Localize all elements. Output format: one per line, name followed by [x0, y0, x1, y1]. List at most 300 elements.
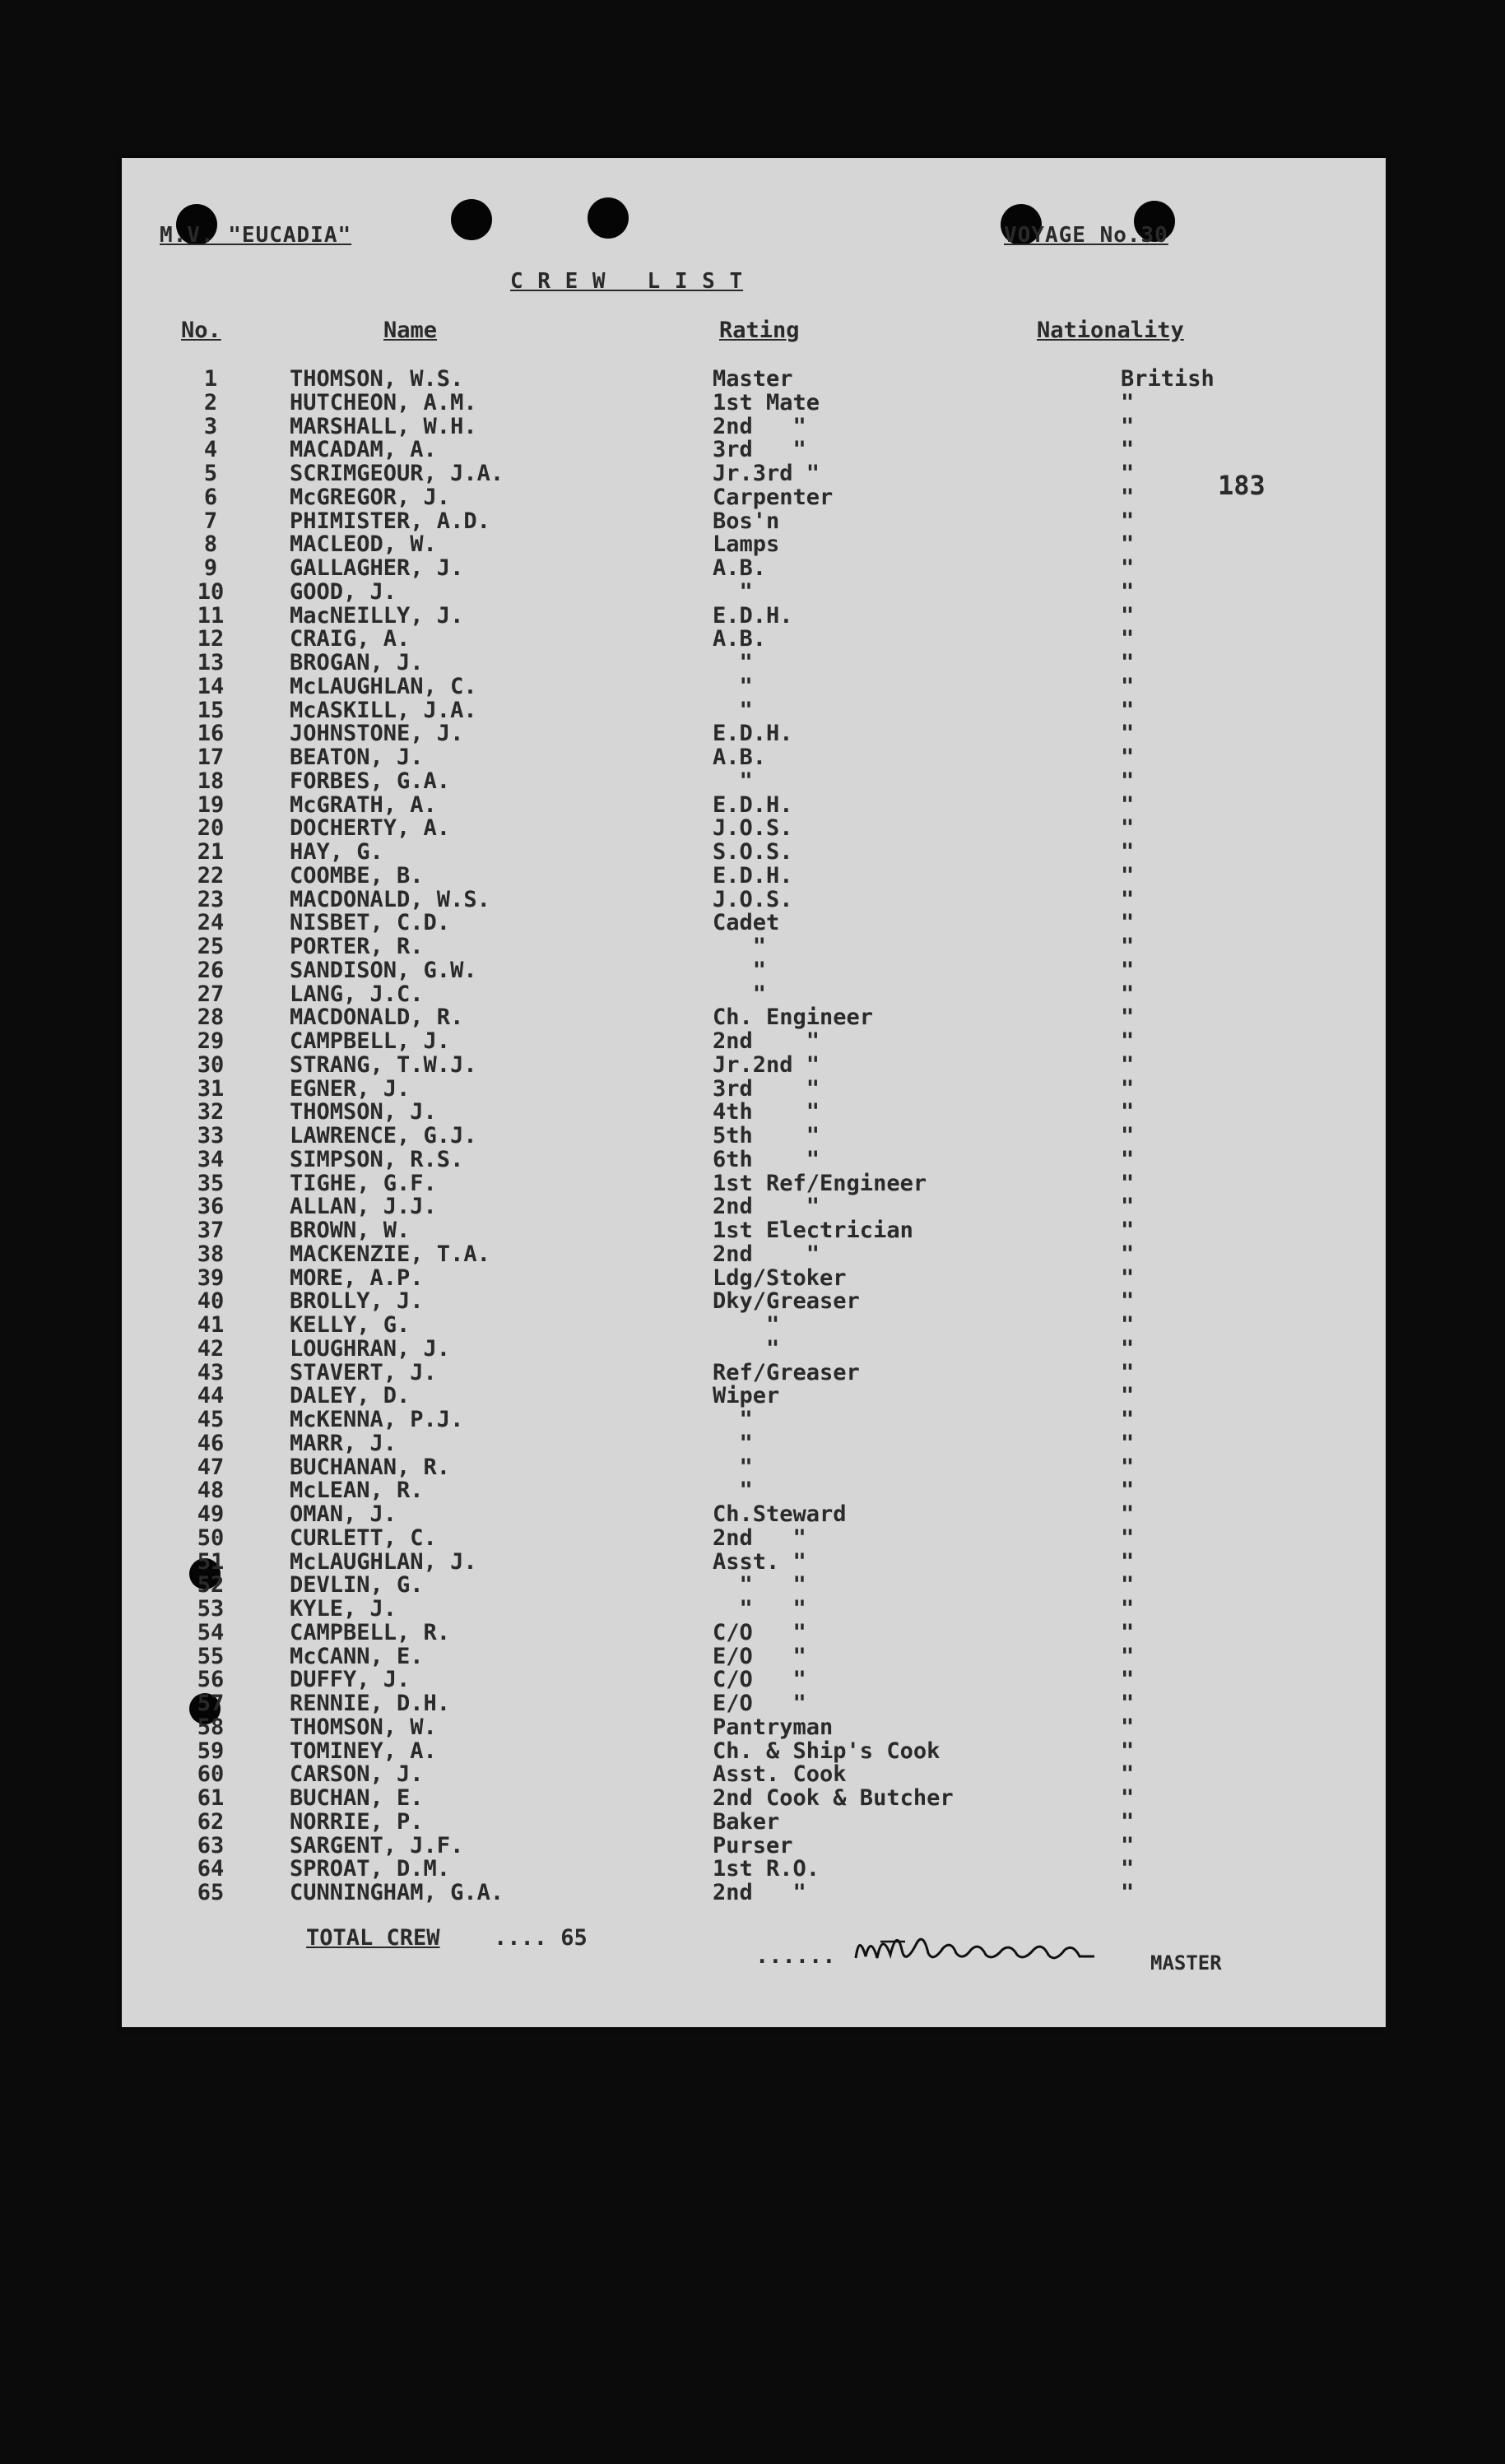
crew-rating: Cadet — [713, 910, 780, 936]
crew-row — [122, 415, 1386, 439]
crew-row — [122, 1408, 1386, 1432]
crew-number: 2 — [203, 389, 218, 415]
crew-name: SIMPSON, R.S. — [290, 1146, 464, 1172]
column-header-name: Name — [383, 318, 438, 343]
crew-nationality: " — [1121, 1005, 1135, 1031]
crew-row — [122, 1006, 1386, 1030]
crew-row — [122, 368, 1386, 392]
crew-number: 16 — [197, 721, 225, 747]
crew-row — [122, 1548, 1386, 1575]
crew-rating: E/O " — [713, 1643, 806, 1669]
crew-rating: E/O " — [713, 1691, 806, 1716]
crew-rating: 4th " — [713, 1099, 820, 1125]
crew-nationality: " — [1121, 1832, 1135, 1858]
crew-name: MARSHALL, W.H. — [290, 413, 477, 439]
crew-number: 6 — [203, 484, 218, 510]
crew-number: 9 — [203, 555, 218, 581]
crew-rating: E.D.H. — [713, 862, 793, 889]
crew-rating: S.O.S. — [713, 839, 793, 865]
crew-nationality: " — [1121, 1241, 1135, 1267]
crew-number: 60 — [197, 1761, 225, 1788]
crew-rating: " — [713, 957, 767, 983]
crew-rating: 2nd " — [713, 1028, 820, 1054]
crew-name: ALLAN, J.J. — [290, 1194, 437, 1220]
crew-number: 13 — [197, 650, 225, 675]
crew-rating: " — [713, 981, 767, 1007]
crew-number: 32 — [197, 1099, 225, 1125]
crew-number: 22 — [197, 862, 225, 889]
crew-rating: Dky/Greaser — [713, 1288, 860, 1315]
crew-nationality: " — [1121, 1478, 1135, 1504]
crew-rating: Ldg/Stoker — [713, 1264, 847, 1291]
crew-name: PHIMISTER, A.D. — [290, 508, 490, 534]
crew-number: 63 — [197, 1832, 225, 1858]
crew-row — [122, 1385, 1386, 1408]
crew-row — [122, 791, 1386, 818]
crew-name: McCANN, E. — [290, 1643, 424, 1669]
crew-row — [122, 1645, 1386, 1669]
crew-rating: " — [713, 578, 753, 605]
crew-rating: C/O " — [713, 1619, 806, 1645]
crew-nationality: " — [1121, 1288, 1135, 1315]
column-header-rating: Rating — [719, 318, 800, 343]
crew-number: 50 — [197, 1524, 225, 1551]
crew-number: 12 — [197, 626, 225, 652]
crew-nationality: " — [1121, 461, 1135, 486]
crew-nationality: " — [1121, 602, 1135, 629]
crew-rating: Ref/Greaser — [713, 1359, 860, 1385]
crew-name: GALLAGHER, J. — [290, 555, 464, 581]
crew-nationality: " — [1121, 1383, 1135, 1409]
crew-number: 23 — [197, 886, 225, 912]
crew-row — [122, 675, 1386, 699]
crew-rating: E.D.H. — [713, 721, 793, 747]
crew-row — [122, 602, 1386, 629]
crew-row — [122, 1619, 1386, 1645]
crew-row — [122, 1051, 1386, 1078]
crew-nationality: " — [1121, 768, 1135, 794]
crew-name: MACLEOD, W. — [290, 531, 437, 558]
crew-nationality: " — [1121, 626, 1135, 652]
crew-number: 17 — [197, 745, 225, 770]
crew-number: 14 — [197, 673, 225, 699]
crew-rating: Purser — [713, 1832, 793, 1858]
crew-number: 25 — [197, 934, 225, 959]
crew-number: 53 — [197, 1596, 225, 1622]
crew-nationality: " — [1121, 957, 1135, 983]
crew-rating: 2nd " — [713, 413, 806, 439]
crew-number: 34 — [197, 1146, 225, 1172]
crew-number: 61 — [197, 1785, 225, 1811]
crew-row — [122, 1195, 1386, 1219]
crew-name: THOMSON, W. — [290, 1714, 437, 1740]
crew-row — [122, 1290, 1386, 1314]
crew-rating: 3rd " — [713, 1075, 820, 1102]
crew-number: 44 — [197, 1383, 225, 1409]
crew-number: 11 — [197, 602, 225, 629]
crew-number: 3 — [203, 413, 218, 439]
crew-number: 20 — [197, 815, 225, 842]
crew-number: 36 — [197, 1194, 225, 1220]
crew-number: 54 — [197, 1619, 225, 1645]
crew-nationality: " — [1121, 1028, 1135, 1054]
crew-nationality: " — [1121, 1880, 1135, 1905]
crew-nationality: " — [1121, 1170, 1135, 1196]
crew-rating: Bos'n — [713, 508, 780, 534]
crew-row — [122, 886, 1386, 912]
crew-number: 28 — [197, 1005, 225, 1031]
crew-name: TIGHE, G.F. — [290, 1170, 437, 1196]
crew-number: 4 — [203, 437, 218, 463]
punch-hole — [451, 199, 492, 240]
crew-rating: Asst. Cook — [713, 1761, 847, 1788]
crew-nationality: " — [1121, 1691, 1135, 1716]
crew-nationality: " — [1121, 1146, 1135, 1172]
crew-nationality: " — [1121, 650, 1135, 675]
crew-nationality: " — [1121, 413, 1135, 439]
crew-name: SARGENT, J.F. — [290, 1832, 464, 1858]
crew-name: KELLY, G. — [290, 1312, 411, 1338]
crew-number: 33 — [197, 1123, 225, 1148]
crew-nationality: " — [1121, 1194, 1135, 1220]
crew-row — [122, 935, 1386, 959]
crew-rating: Wiper — [713, 1383, 780, 1409]
crew-row — [122, 983, 1386, 1007]
crew-row — [122, 1172, 1386, 1196]
crew-nationality: " — [1121, 839, 1135, 865]
crew-row — [122, 1598, 1386, 1622]
crew-number: 29 — [197, 1028, 225, 1054]
crew-name: STAVERT, J. — [290, 1359, 437, 1385]
crew-row — [122, 959, 1386, 983]
crew-row — [122, 1787, 1386, 1811]
voyage-number: VOYAGE No.30 — [1004, 223, 1168, 248]
crew-nationality: " — [1121, 1619, 1135, 1645]
crew-nationality: " — [1121, 1454, 1135, 1480]
crew-nationality: " — [1121, 1572, 1135, 1599]
crew-number: 56 — [197, 1667, 225, 1693]
crew-number: 10 — [197, 578, 225, 605]
crew-number: 59 — [197, 1738, 225, 1764]
crew-name: BUCHAN, E. — [290, 1785, 424, 1811]
crew-number: 64 — [197, 1856, 225, 1882]
crew-name: CAMPBELL, R. — [290, 1619, 451, 1645]
crew-rating: 2nd " — [713, 1524, 806, 1551]
crew-number: 57 — [197, 1691, 225, 1716]
crew-nationality: " — [1121, 1099, 1135, 1125]
crew-nationality: " — [1121, 1123, 1135, 1148]
crew-row — [122, 746, 1386, 770]
crew-name: McASKILL, J.A. — [290, 697, 477, 723]
crew-rating: " — [713, 650, 753, 675]
punch-hole — [588, 197, 629, 239]
crew-number: 7 — [203, 508, 218, 534]
crew-row — [122, 722, 1386, 746]
crew-number: 55 — [197, 1643, 225, 1669]
crew-rating: Asst. " — [713, 1548, 806, 1575]
crew-row — [122, 1219, 1386, 1243]
crew-number: 8 — [203, 531, 218, 558]
crew-name: TOMINEY, A. — [290, 1738, 437, 1764]
crew-nationality: " — [1121, 389, 1135, 415]
crew-row — [122, 1030, 1386, 1054]
crew-number: 37 — [197, 1218, 225, 1243]
crew-number: 40 — [197, 1288, 225, 1315]
crew-nationality: " — [1121, 745, 1135, 770]
crew-row — [122, 1359, 1386, 1385]
crew-row — [122, 770, 1386, 794]
crew-rating: 1st R.O. — [713, 1856, 820, 1882]
crew-name: KYLE, J. — [290, 1596, 397, 1622]
crew-rating: Ch. & Ship's Cook — [713, 1738, 941, 1764]
crew-number: 5 — [203, 461, 218, 486]
crew-name: DUFFY, J. — [290, 1667, 411, 1693]
crew-name: DEVLIN, G. — [290, 1572, 424, 1599]
crew-name: BEATON, J. — [290, 745, 424, 770]
crew-name: McLEAN, R. — [290, 1478, 424, 1504]
crew-name: HAY, G. — [290, 839, 383, 865]
crew-nationality: " — [1121, 1596, 1135, 1622]
crew-number: 26 — [197, 957, 225, 983]
crew-number: 15 — [197, 697, 225, 723]
crew-name: FORBES, G.A. — [290, 768, 451, 794]
crew-nationality: " — [1121, 981, 1135, 1007]
crew-name: RENNIE, D.H. — [290, 1691, 451, 1716]
crew-number: 62 — [197, 1808, 225, 1835]
crew-name: BROLLY, J. — [290, 1288, 424, 1315]
crew-row — [122, 1335, 1386, 1362]
crew-name: MACDONALD, W.S. — [290, 886, 490, 912]
crew-row — [122, 486, 1386, 510]
crew-number: 47 — [197, 1454, 225, 1480]
crew-number: 1 — [203, 366, 218, 392]
crew-nationality: " — [1121, 1714, 1135, 1740]
crew-nationality: " — [1121, 484, 1135, 510]
crew-name: BROWN, W. — [290, 1218, 411, 1243]
crew-row — [122, 1832, 1386, 1858]
crew-number: 24 — [197, 910, 225, 936]
crew-nationality: " — [1121, 1667, 1135, 1693]
crew-row — [122, 1858, 1386, 1882]
crew-rating: 2nd " — [713, 1880, 806, 1905]
crew-row — [122, 1314, 1386, 1338]
crew-number: 58 — [197, 1714, 225, 1740]
crew-rating: Master — [713, 366, 793, 392]
crew-rating: E.D.H. — [713, 791, 793, 818]
crew-rating: Baker — [713, 1808, 780, 1835]
crew-nationality: " — [1121, 673, 1135, 699]
crew-number: 39 — [197, 1264, 225, 1291]
crew-rating: 6th " — [713, 1146, 820, 1172]
crew-nationality: " — [1121, 1359, 1135, 1385]
crew-name: BUCHANAN, R. — [290, 1454, 451, 1480]
crew-name: LAWRENCE, G.J. — [290, 1123, 477, 1148]
crew-nationality: " — [1121, 578, 1135, 605]
crew-row — [122, 1692, 1386, 1716]
crew-number: 45 — [197, 1407, 225, 1432]
crew-row — [122, 628, 1386, 652]
crew-name: McGRATH, A. — [290, 791, 437, 818]
crew-name: DALEY, D. — [290, 1383, 411, 1409]
column-header-no: No. — [181, 318, 221, 343]
crew-nationality: " — [1121, 815, 1135, 842]
crew-rating: Carpenter — [713, 484, 834, 510]
crew-row — [122, 1264, 1386, 1291]
crew-row — [122, 1503, 1386, 1527]
crew-rating: " — [713, 1312, 780, 1338]
crew-rating: C/O " — [713, 1667, 806, 1693]
crew-name: COOMBE, B. — [290, 862, 424, 889]
crew-name: McGREGOR, J. — [290, 484, 451, 510]
vessel-name: M.V. "EUCADIA" — [160, 223, 352, 248]
crew-nationality: " — [1121, 862, 1135, 889]
crew-row — [122, 1243, 1386, 1267]
crew-row — [122, 912, 1386, 935]
crew-number: 43 — [197, 1359, 225, 1385]
document-page — [122, 158, 1386, 2027]
crew-name: CRAIG, A. — [290, 626, 411, 652]
crew-rating: A.B. — [713, 555, 767, 581]
crew-rating: " — [713, 768, 753, 794]
crew-name: MacNEILLY, J. — [290, 602, 464, 629]
crew-rating: 2nd Cook & Butcher — [713, 1785, 954, 1811]
crew-number: 48 — [197, 1478, 225, 1504]
crew-rating: " — [713, 1478, 753, 1504]
crew-rating: " — [713, 1407, 753, 1432]
crew-row — [122, 1524, 1386, 1551]
crew-row — [122, 1763, 1386, 1787]
crew-row — [122, 1101, 1386, 1125]
signature-dots: ...... — [755, 1943, 836, 1969]
crew-nationality: " — [1121, 1808, 1135, 1835]
crew-nationality: " — [1121, 791, 1135, 818]
crew-rating: " — [713, 1430, 753, 1456]
crew-name: PORTER, R. — [290, 934, 424, 959]
crew-nationality: " — [1121, 1548, 1135, 1575]
crew-rating: A.B. — [713, 626, 767, 652]
crew-number: 49 — [197, 1501, 225, 1527]
crew-rating: " — [713, 934, 767, 959]
crew-rating: Jr.2nd " — [713, 1051, 820, 1078]
crew-number: 65 — [197, 1880, 225, 1905]
master-label: MASTER — [1150, 1951, 1222, 1974]
crew-rating: " — [713, 1454, 753, 1480]
crew-row — [122, 1075, 1386, 1102]
crew-number: 52 — [197, 1572, 225, 1599]
crew-rating: 3rd " — [713, 437, 806, 463]
crew-number: 31 — [197, 1075, 225, 1102]
crew-row — [122, 462, 1386, 486]
crew-nationality: " — [1121, 1501, 1135, 1527]
crew-nationality: " — [1121, 1643, 1135, 1669]
crew-name: HUTCHEON, A.M. — [290, 389, 477, 415]
crew-number: 18 — [197, 768, 225, 794]
crew-number: 46 — [197, 1430, 225, 1456]
crew-nationality: " — [1121, 910, 1135, 936]
crew-row — [122, 1479, 1386, 1503]
crew-row — [122, 578, 1386, 605]
crew-nationality: " — [1121, 1075, 1135, 1102]
crew-nationality: " — [1121, 1524, 1135, 1551]
crew-nationality: " — [1121, 1407, 1135, 1432]
crew-rating: 1st Mate — [713, 389, 820, 415]
crew-row — [122, 1716, 1386, 1740]
crew-nationality: " — [1121, 1785, 1135, 1811]
crew-row — [122, 1125, 1386, 1148]
crew-nationality: " — [1121, 934, 1135, 959]
crew-name: McLAUGHLAN, J. — [290, 1548, 477, 1575]
crew-rating: " " — [713, 1596, 806, 1622]
crew-row — [122, 841, 1386, 865]
crew-nationality: " — [1121, 697, 1135, 723]
crew-nationality: " — [1121, 555, 1135, 581]
column-header-nationality: Nationality — [1037, 318, 1184, 343]
crew-name: NISBET, C.D. — [290, 910, 451, 936]
crew-rating: 5th " — [713, 1123, 820, 1148]
crew-row — [122, 557, 1386, 581]
crew-name: JOHNSTONE, J. — [290, 721, 464, 747]
crew-row — [122, 1456, 1386, 1480]
crew-number: 30 — [197, 1051, 225, 1078]
crew-nationality: " — [1121, 721, 1135, 747]
crew-name: BROGAN, J. — [290, 650, 424, 675]
crew-rating: " — [713, 1335, 780, 1362]
crew-name: MACDONALD, R. — [290, 1005, 464, 1031]
crew-name: DOCHERTY, A. — [290, 815, 451, 842]
crew-row — [122, 439, 1386, 462]
crew-name: STRANG, T.W.J. — [290, 1051, 477, 1078]
crew-name: SPROAT, D.M. — [290, 1856, 451, 1882]
crew-nationality: British — [1121, 366, 1215, 392]
total-crew-label: TOTAL CREW — [306, 1925, 440, 1951]
crew-rating: Ch. Engineer — [713, 1005, 874, 1031]
page-number: 183 — [1218, 470, 1266, 501]
crew-nationality: " — [1121, 1335, 1135, 1362]
crew-name: THOMSON, W.S. — [290, 366, 464, 392]
crew-rating: " — [713, 673, 753, 699]
crew-nationality: " — [1121, 1430, 1135, 1456]
crew-number: 41 — [197, 1312, 225, 1338]
crew-row — [122, 1882, 1386, 1905]
crew-name: NORRIE, P. — [290, 1808, 424, 1835]
crew-name: CURLETT, C. — [290, 1524, 437, 1551]
crew-number: 21 — [197, 839, 225, 865]
crew-row — [122, 1668, 1386, 1692]
crew-rating: J.O.S. — [713, 886, 793, 912]
crew-number: 38 — [197, 1241, 225, 1267]
crew-row — [122, 1808, 1386, 1835]
crew-name: McKENNA, P.J. — [290, 1407, 464, 1432]
crew-nationality: " — [1121, 1051, 1135, 1078]
crew-rating: 1st Ref/Engineer — [713, 1170, 927, 1196]
crew-row — [122, 1148, 1386, 1172]
crew-name: LANG, J.C. — [290, 981, 424, 1007]
crew-number: 35 — [197, 1170, 225, 1196]
crew-row — [122, 817, 1386, 841]
crew-nationality: " — [1121, 1312, 1135, 1338]
crew-nationality: " — [1121, 1738, 1135, 1764]
crew-rating: " — [713, 697, 753, 723]
crew-rating: 2nd " — [713, 1241, 820, 1267]
crew-row — [122, 1432, 1386, 1456]
crew-rating: E.D.H. — [713, 602, 793, 629]
crew-row — [122, 699, 1386, 723]
crew-number: 42 — [197, 1335, 225, 1362]
crew-row — [122, 862, 1386, 889]
crew-rating: J.O.S. — [713, 815, 793, 842]
crew-name: McLAUGHLAN, C. — [290, 673, 477, 699]
crew-name: THOMSON, J. — [290, 1099, 437, 1125]
